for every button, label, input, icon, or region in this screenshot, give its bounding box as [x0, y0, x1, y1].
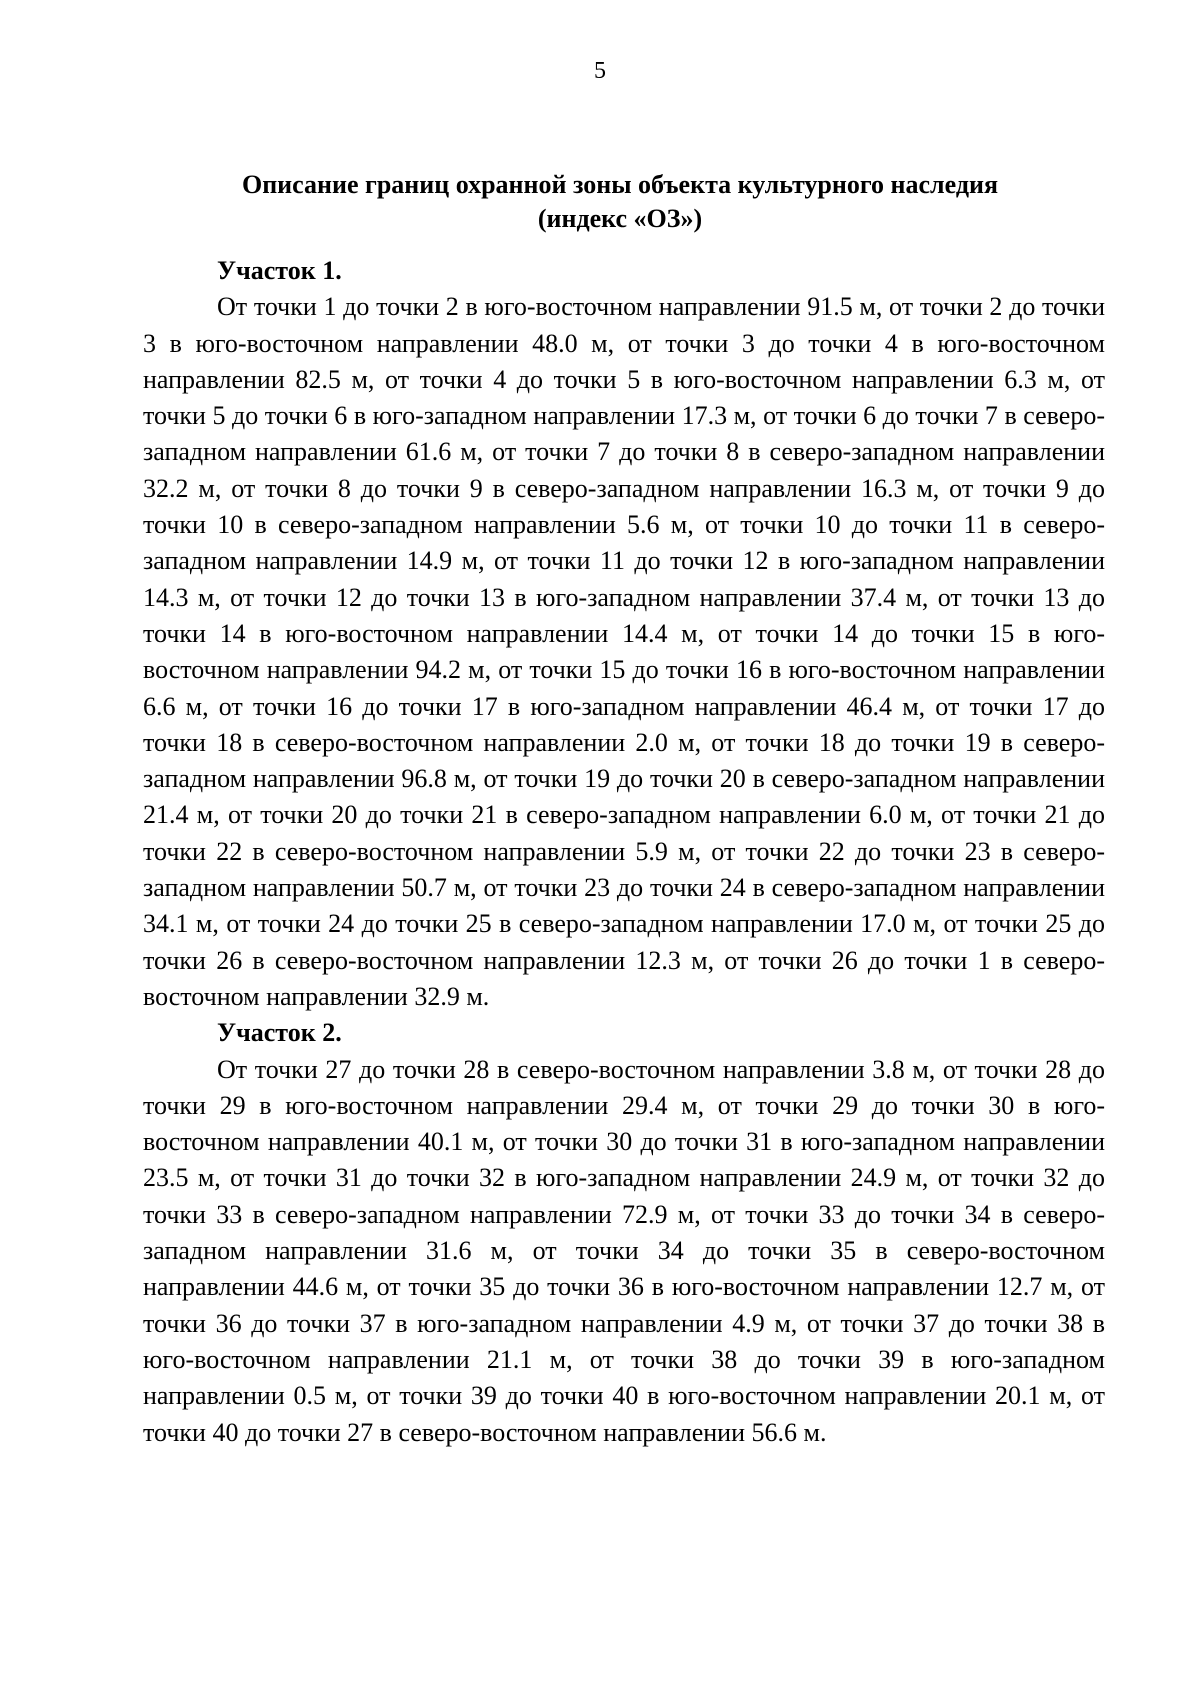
section-heading: Участок 1.: [217, 256, 342, 285]
section-plot-1: [143, 253, 1105, 1015]
page-number: 5: [594, 58, 606, 84]
title-line-2: (индекс «ОЗ»): [537, 204, 703, 233]
section-plot-2: [143, 1015, 1105, 1451]
title-line-1: Описание границ охранной зоны объекта культурного наследия: [241, 170, 999, 199]
document-title: [140, 168, 1100, 236]
section-heading: Участок 2.: [217, 1018, 342, 1048]
section-paragraph: От точки 1 до точки 2 в юго-восточном направлении 91.5 м, от точки 2 до точки 3 в юго-восточном направлении 48.0 м, от точки 3 до точки 4 в юго-восточном направлении 82.5 м, от точки 4 до точки 5 в юго-восточном направлении 6.3 м, от точки 5 до точки 6 в юго-западном направлении 17.3 м, от точки 6 до точки 7 в северо-западном направлении 61.6 м, от точки 7 до точки 8 в северо-западном направлении 32.2 м, от точки 8 до точки 9 в северо-западном направлении 16.3 м, от точки 9 до точки 10 в северо-западном направлении 5.6 м, от точки 10 до точки 11 в северо-западном направлении 14.9 м, от точки 11 до точки 12 в юго-западном направлении 14.3 м, от точки 12 до точки 13 в юго-западном направлении 37.4 м, от точки 13 до точки 14 в юго-восточном направлении 14.4 м, от точки 14 до точки 15 в юго-восточном направлении 94.2 м, от точки 15 до точки 16 в юго-восточном направлении 6.6 м, от точки 16 до точки 17 в юго-западном направлении 46.4 м, от точки 17 до точки 18 в северо-восточном направлении 2.0 м, от точки 18 до точки 19 в северо-западном направлении 96.8 м, от точки 19 до точки 20 в северо-западном направлении 21.4 м, от точки 20 до точки 21 в северо-западном направлении 6.0 м, от точки 21 до точки 22 в северо-восточном направлении 5.9 м, от точки 22 до точки 23 в северо-западном направлении 50.7 м, от точки 23 до точки 24 в северо-западном направлении 34.1 м, от точки 24 до точки 25 в северо-западном направлении 17.0 м, от точки 25 до точки 26 в северо-восточном направлении 12.3 м, от точки 26 до точки 1 в северо-восточном направлении 32.9 м.: [143, 292, 1105, 1011]
section-paragraph: От точки 27 до точки 28 в северо-восточном направлении 3.8 м, от точки 28 до точки 29 в юго-восточном направлении 29.4 м, от точки 29 до точки 30 в юго-восточном направлении 40.1 м, от точки 30 до точки 31 в юго-западном направлении 23.5 м, от точки 31 до точки 32 в юго-западном направлении 24.9 м, от точки 32 до точки 33 в северо-западном направлении 72.9 м, от точки 33 до точки 34 в северо-западном направлении 31.6 м, от точки 34 до точки 35 в северо-восточном направлении 44.6 м, от точки 35 до точки 36 в юго-восточном направлении 12.7 м, от точки 36 до точки 37 в юго-западном направлении 4.9 м, от точки 37 до точки 38 в юго-восточном направлении 21.1 м, от точки 38 до точки 39 в юго-западном направлении 0.5 м, от точки 39 до точки 40 в юго-восточном направлении 20.1 м, от точки 40 до точки 27 в северо-восточном направлении 56.6 м.: [143, 1054, 1105, 1447]
document-body: [143, 253, 1105, 1451]
